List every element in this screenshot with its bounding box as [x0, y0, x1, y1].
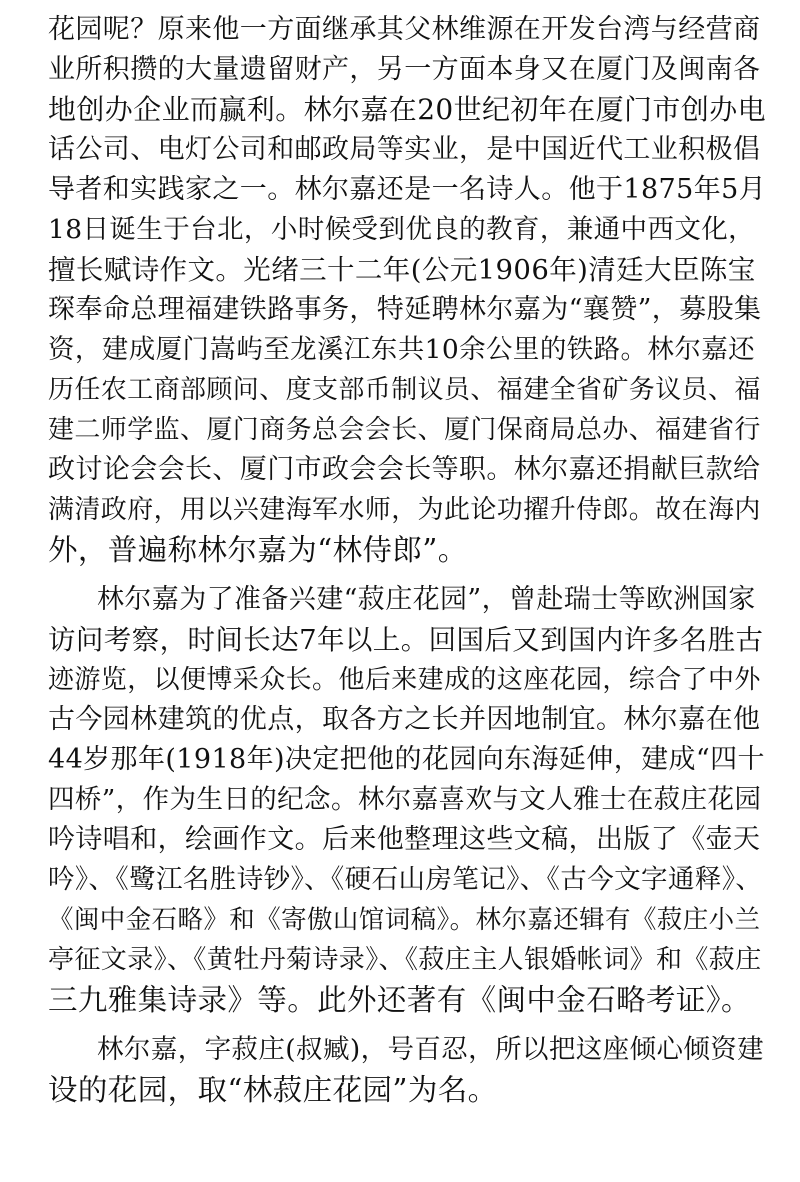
text-line: 业所积攒的大量遗留财产，另一方面本身又在厦门及闽南各	[48, 54, 761, 85]
text-line: 外，普遍称林尔嘉为“林侍郎”。	[48, 533, 468, 567]
text-line: 花园呢？原来他一方面继承其父林维源在开发台湾与经营商	[48, 14, 761, 45]
text-line: 琛奉命总理福建铁路事务，特延聘林尔嘉为“襄赞”，募股集	[48, 294, 762, 325]
text-line: 吟》、《鹭江名胜诗钞》、《硬石山房笔记》、《古今文字通释》、	[48, 864, 763, 895]
text-line: 政讨论会会长、厦门市政会会长等职。林尔嘉还捐献巨款给	[48, 454, 761, 485]
text-line: 《闽中金石略》和《寄傲山馆词稿》。林尔嘉还辑有《菽庄小兰	[48, 905, 761, 935]
text-line: 三九雅集诗录》等。此外还著有《闽中金石略考证》。	[48, 983, 751, 1017]
text-line: 林尔嘉，字菽庄(叔臧)，号百忍，所以把这座倾心倾资建	[97, 1034, 765, 1065]
text-line: 亭征文录》、《黄牡丹菊诗录》、《菽庄主人银婚帐词》和《菽庄	[48, 945, 762, 975]
text-line: 建二师学监、厦门商务总会会长、厦门保商局总办、福建省行	[48, 415, 761, 445]
text-line: 地创办企业而赢利。林尔嘉在20世纪初年在厦门市创办电	[48, 93, 767, 126]
text-line: 古今园林建筑的优点，取各方之长并因地制宜。林尔嘉在他	[48, 704, 761, 735]
text-line: 吟诗唱和，绘画作文。后来他整理这些文稿，出版了《壶天	[48, 824, 761, 855]
text-line: 四桥”，作为生日的纪念。林尔嘉喜欢与文人雅士在菽庄花园	[48, 784, 762, 815]
text-line: 18日诞生于台北，小时候受到优良的教育，兼通中西文化，	[48, 214, 756, 245]
text-line: 访问考察，时间长达7年以上。回国后又到国内许多名胜古	[48, 624, 764, 656]
text-line: 44岁那年(1918年)决定把他的花园向东海延伸，建成“四十	[48, 744, 765, 775]
text-line: 资，建成厦门嵩屿至龙溪江东共10余公里的铁路。林尔嘉还	[48, 334, 756, 365]
text-line: 迹游览，以便博采众长。他后来建成的这座花园，综合了中外	[48, 665, 761, 695]
text-line: 历任农工商部顾问、度支部币制议员、福建全省矿务议员、福	[48, 375, 761, 405]
text-line: 导者和实践家之一。林尔嘉还是一名诗人。他于1875年5月	[48, 174, 767, 205]
text-line: 擅长赋诗作文。光绪三十二年(公元1906年)清廷大臣陈宝	[48, 254, 756, 286]
text-line: 设的花园，取“林菽庄花园”为名。	[48, 1073, 498, 1107]
text-line: 林尔嘉为了准备兴建“菽庄花园”，曾赴瑞士等欧洲国家	[97, 584, 756, 615]
text-line: 满清政府，用以兴建海军水师，为此论功擢升侍郎。故在海内	[48, 495, 761, 525]
text-line: 话公司、电灯公司和邮政局等实业，是中国近代工业积极倡	[48, 134, 761, 165]
